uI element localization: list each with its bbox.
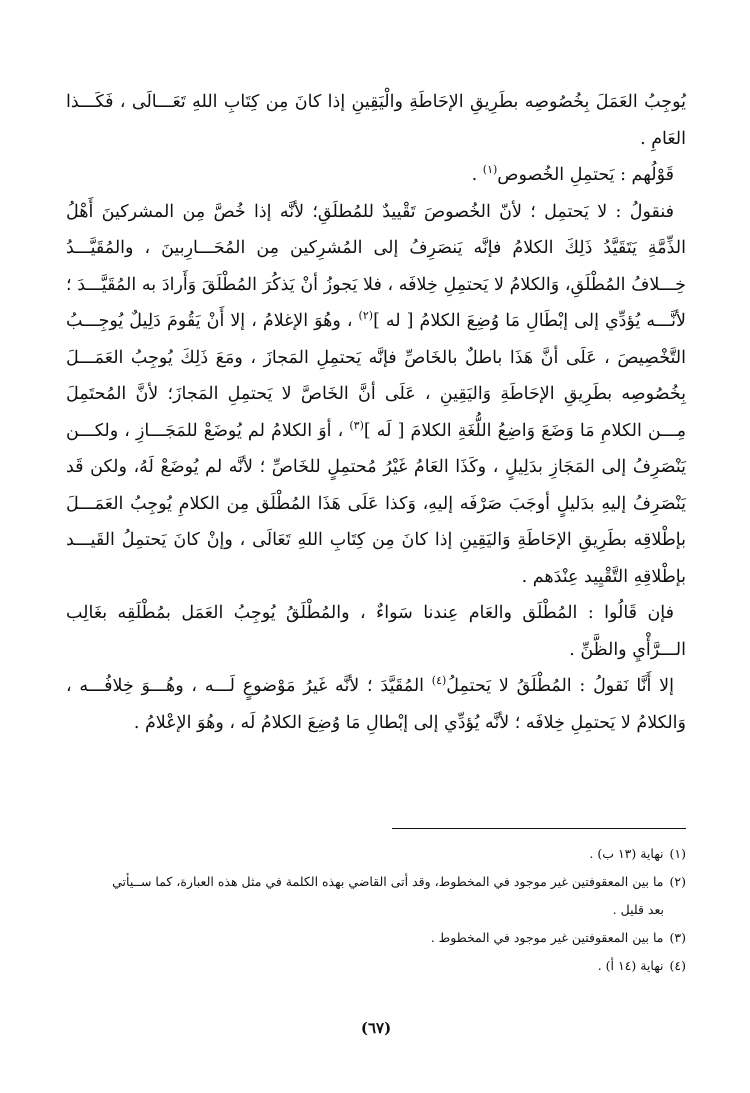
footnote-3-number: (٣) xyxy=(669,930,686,945)
footnote-marker-1: (١) xyxy=(482,163,498,177)
footnote-1-text: نهاية (١٣ ب) . xyxy=(589,846,664,861)
footnote-4-text: نهاية (١٤ أ) . xyxy=(597,958,664,973)
footnote-marker-4: (٤) xyxy=(431,674,447,688)
footnote-2 xyxy=(66,868,686,896)
paragraph-5 xyxy=(66,668,686,741)
paragraph-5-text: إلا أَنَّا نَقولُ : المُطْلَقُ لا يَحتمِلُ xyxy=(446,676,675,696)
paragraph-4-text: فإن قَالُوا : المُطْلَق والعَام عِندنا سَواءٌ ، والمُطْلَقُ يُوجِبُ العَمَل بمُطْلَقِه بغَالِب الـــرَّأْيِ والظَّنِّ . xyxy=(66,603,686,660)
footnote-3-text: ما بين المعقوفتين غير موجود في المخطوط . xyxy=(430,930,664,945)
footnotes xyxy=(66,840,686,980)
paragraph-2 xyxy=(66,157,686,194)
footnote-marker-3: (٣) xyxy=(349,418,364,432)
paragraph-1 xyxy=(66,84,686,157)
footnote-1-number: (١) xyxy=(669,846,686,861)
footnote-2-cont-text: بعد قليل . xyxy=(612,902,664,917)
paragraph-4 xyxy=(66,595,686,668)
paragraph-5-after: المُقَيَّدَ ؛ لأنَّه غَيرُ مَوْضوعٍ لَـــه ، وهُـــوَ خِلافُـــه ، وَالكلامُ لا يَحتمِلِ خِلافَه ؛ لأنَّه يُؤدِّي إلى إبْطالِ مَا وُضِعَ الكلامُ لَه ، وهُوَ الإعْلامُ . xyxy=(66,676,686,733)
paragraph-2-after: . xyxy=(471,165,483,185)
footnote-2-continuation xyxy=(66,896,686,924)
paragraph-3-after-2: ، أوَ الكلامُ لم يُوضَعْ للمَجَـــازِ ، ولكـــن يَنْصَرِفُ إلى المَجَازِ بدَلِيلٍ ، وكَذَا العَامُ غَيْرُ مُحتمِلٍ للخَاصِّ ؛ لأنَّه لم يُوضَعْ لَهُ، ولكن قَد يَنْصَرِفُ إليهِ بدَليلٍ أوجَبَ صَرْفَه إليهِ، وَكذا عَلَى هَذَا المُطْلَق مِن الكلامِ يُوجِبُ العَمَـــلَ بإطْلاقِه بطَرِيقِ الإحَاطَةِ وَاليَقِينِ إذا كانَ مِن كِتَابِ اللهِ تَعَالَى ، وإنْ كانَ يَحتمِلُ القَيـــد بإطْلاقِهِ التَّقْيِيد عِنْدَهم . xyxy=(66,420,686,587)
paragraph-2-text: قَوْلُهم : يَحتمِلِ الخُصوص xyxy=(497,165,674,185)
document-page xyxy=(66,84,686,1044)
body-text xyxy=(66,84,686,741)
footnote-4-number: (٤) xyxy=(669,958,686,973)
footnote-2-number: (٢) xyxy=(669,874,686,889)
footnote-3 xyxy=(66,924,686,952)
paragraph-3-text: فنقولُ : لا يَحتمِل ؛ لأنّ الخُصوصَ تَقْييدٌ للمُطلَقِ؛ لأنَّه إذا خُصَّ مِن المشركينَ أَهْلُ الذِّمَّةِ يَتَقَيَّدُ ذَلِكَ الكلامُ فإنَّه يَنصَرِفُ إلى المُشرِكين مِن المُحَـــارِبينَ ، والمُقَيَّـــدُ خِـــلافُ المُطْلَقِ، وَالكلامُ لا يَحتمِلِ خِلافَه ، فلا يَجوزُ أنْ يَذكُرَ المُطْلَقَ وَأَرادَ به المُقَيَّـــدَ ؛ لأنَّـــه يُؤدِّي إلى إبْطَالِ مَا وُضِعَ الكلامُ [ له ] xyxy=(66,201,686,331)
footnote-2-text: ما بين المعقوفتين غير موجود في المخطوط، وقد أتى القاضي بهذه الكلمة في مثل هذه العبارة، كما ســيأتي xyxy=(112,874,664,889)
page-number: (٦٧) xyxy=(360,1019,392,1037)
footnote-marker-2: (٢) xyxy=(358,309,374,323)
paragraph-3 xyxy=(66,194,686,596)
paragraph-1-text: يُوجِبُ العَمَلَ بِخُصُوصِه بطَرِيقِ الإحَاطَةِ والْيَقِينِ إذا كانَ مِن كِتَابِ اللهِ تَعَـــالَى ، فَكَـــذا العَامِ . xyxy=(66,92,686,149)
footnote-divider xyxy=(392,828,686,829)
footnote-1 xyxy=(66,840,686,868)
footnote-4 xyxy=(66,952,686,980)
paragraph-3-after: ، وهُوَ الإغلامُ ، إلا أَنْ يَقُومَ دَلِيلٌ يُوجِـــبُ التَّخْصِيصَ ، عَلَى أنَّ هَذَا باطلٌ بالخَاصِّ فإنَّه يَحتمِلِ المَجازَ ، ومَعَ ذَلِكَ يُوجِبُ العَمَـــلَ بِخُصُوصِه بطَرِيقِ الإحَاطَةِ وَاليَقِينِ ، عَلَى أنَّ الخَاصَّ لا يَحتمِلِ المَجازَ؛ لأنَّ المُحتَمِلَ مِـــن الكلامِ مَا وَضَعَ وَاضِعُ اللُّغَةِ الكلامَ [ لَه ] xyxy=(66,311,686,441)
